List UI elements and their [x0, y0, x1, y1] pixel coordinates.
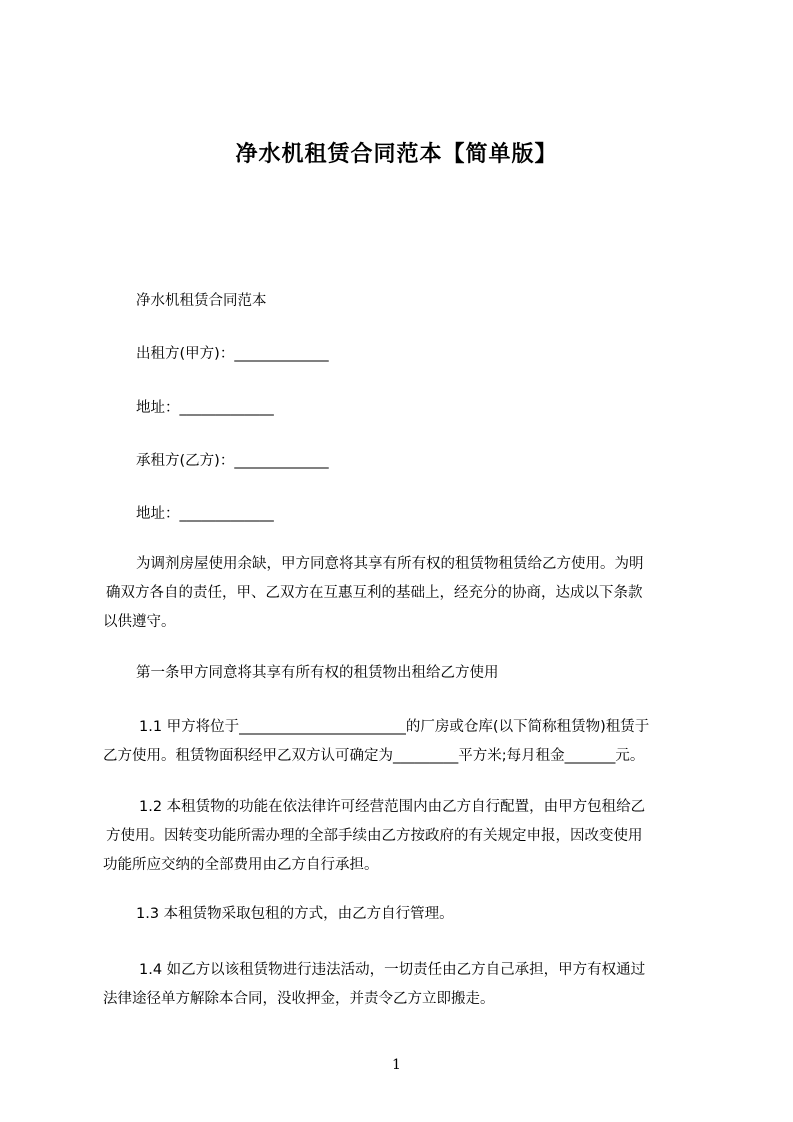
clause-1-4	[103, 956, 701, 1014]
lessor-field: 出租方(甲方)：_____________	[136, 346, 329, 362]
clause-line: 1.4 如乙方以该租赁物进行违法活动，一切责任由乙方自己承担，甲方有权通过	[139, 962, 646, 978]
clause-line: 乙方使用。租赁物面积经甲乙双方认可确定为_________平方米;每月租金_______元。	[103, 748, 645, 764]
preamble-paragraph	[103, 550, 701, 637]
clause-1-3: 1.3 本租赁物采取包租的方式，由乙方自行管理。	[136, 906, 454, 922]
preamble-line: 以供遵守。	[103, 614, 176, 630]
contract-subtitle: 净水机租赁合同范本	[136, 293, 267, 309]
clause-line: 方使用。因转变功能所需办理的全部手续由乙方按政府的有关规定申报，因改变使用	[106, 828, 643, 844]
lessee-field: 承租方(乙方)：_____________	[136, 453, 329, 469]
lessee-address-field: 地址：_____________	[136, 506, 274, 522]
clause-line: 功能所应交纳的全部费用由乙方自行承担。	[103, 857, 379, 873]
clause-line: 法律途径单方解除本合同，没收押金，并责令乙方立即搬走。	[103, 991, 495, 1007]
page-number: 1	[392, 1057, 401, 1073]
preamble-line: 确双方各自的责任，甲、乙双方在互惠互利的基础上，经充分的协商，达成以下条款	[106, 585, 643, 601]
preamble-line: 为调剂房屋使用余缺，甲方同意将其享有所有权的租赁物租赁给乙方使用。为明	[136, 556, 644, 572]
document-title: 净水机租赁合同范本【简单版】	[235, 142, 558, 167]
clause-1-1	[103, 713, 701, 771]
article-1-heading: 第一条甲方同意将其享有所有权的租赁物出租给乙方使用	[136, 665, 499, 681]
clause-1-2	[103, 793, 701, 880]
clause-line: 1.1 甲方将位于_______________________的厂房或仓库(以下简称租赁物)租赁于	[139, 719, 650, 735]
clause-line: 1.2 本租赁物的功能在依法律许可经营范围内由乙方自行配置，由甲方包租给乙	[139, 799, 646, 815]
lessor-address-field: 地址：_____________	[136, 400, 274, 416]
